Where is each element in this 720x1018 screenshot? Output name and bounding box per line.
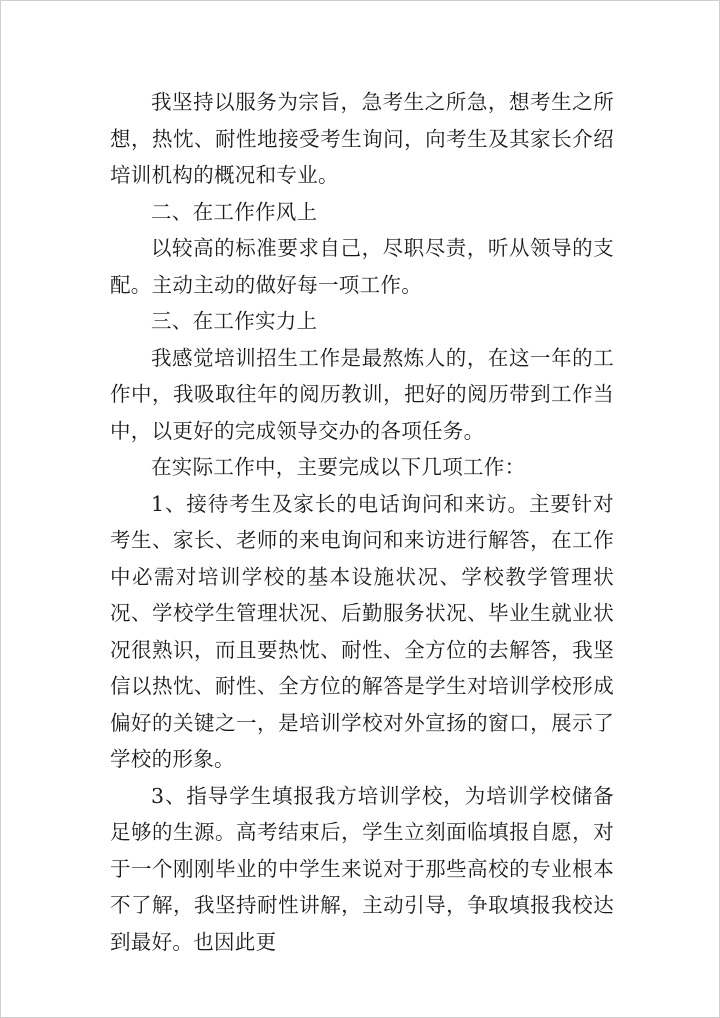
paragraph-task-3: 3、指导学生填报我方培训学校，为培训学校储备足够的生源。高考结束后，学生立刻面临填报自愿，对于一个刚刚毕业的中学生来说对于那些高校的专业根本不了解，我坚持耐性讲解，主动引导，争取填报我校达到最好。也因此更 <box>110 783 614 954</box>
paragraph-work-style: 以较高的标准要求自己，尽职尽责，听从领导的支配。主动主动的做好每一项工作。 <box>110 236 614 297</box>
section-heading-work-ability: 三、在工作实力上 <box>151 309 318 333</box>
paragraph-service-intro: 我坚持以服务为宗旨，急考生之所急，想考生之所想，热忱、耐性地接受考生询问，向考生及其家长介绍培训机构的概况和专业。 <box>110 90 614 187</box>
paragraph-task-1: 1、接待考生及家长的电话询问和来访。主要针对考生、家长、老师的来电询问和来访进行解答，在工作中必需对培训学校的基本设施状况、学校教学管理状况、学校学生管理状况、后勤服务状况、毕业生就业状况很熟识，而且要热忱、耐性、全方位的去解答，我坚信以热忱、耐性、全方位的解答是学生对培训学校形成偏好的关键之一，是培训学校对外宣扬的窗口，展示了学校的形象。 <box>110 491 614 771</box>
paragraph-work-ability: 我感觉培训招生工作是最熬炼人的，在这一年的工作中，我吸取往年的阅历教训，把好的阅历带到工作当中，以更好的完成领导交办的各项任务。 <box>110 345 614 443</box>
document-body <box>110 84 614 960</box>
section-heading-work-style: 二、在工作作风上 <box>151 199 318 224</box>
paragraph-tasks-intro: 在实际工作中，主要完成以下几项工作： <box>151 455 526 479</box>
